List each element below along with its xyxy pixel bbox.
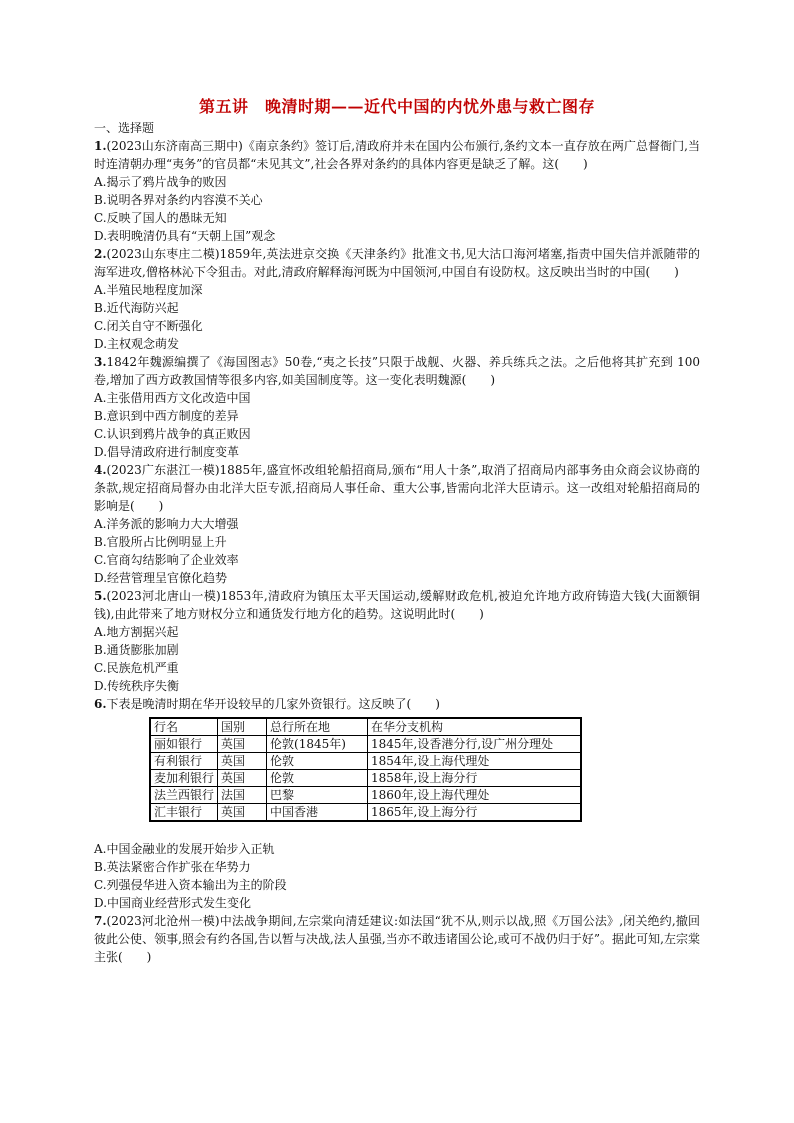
table-header-cell: 行名 xyxy=(150,718,218,736)
question-7: 7.(2023河北沧州一模)中法战争期间,左宗棠向清廷建议:如法国“犹不从,则示以战,照《万国公法》,闭关绝约,撤回彼此公使、领事,照会有约各国,告以暂与决战,法人虽强,当亦不敢违诸国公论,或可不战仍归于好”。据此可知,左宗棠主张( ) xyxy=(94,914,700,964)
table-cell: 麦加利银行 xyxy=(150,770,218,787)
option: B.意识到中西方制度的差异 xyxy=(94,409,239,423)
option: D.中国商业经营形式发生变化 xyxy=(94,896,252,910)
table-cell: 伦敦 xyxy=(267,770,368,787)
option: D.表明晚清仍具有“天朝上国”观念 xyxy=(94,229,276,243)
option: C.闭关自守不断强化 xyxy=(94,319,203,333)
table-cell: 中国香港 xyxy=(267,804,368,822)
question-1: 1.(2023山东济南高三期中)《南京条约》签订后,清政府并未在国内公布颁行,条约文本一直存放在两广总督衙门,当时连清朝办理“夷务”的官员都“未见其文”,社会各界对条约的具体内容更是缺乏了解。这( ) xyxy=(94,139,700,171)
option: C.反映了国人的愚昧无知 xyxy=(94,211,227,225)
option: A.中国金融业的发展开始步入正轨 xyxy=(94,842,275,856)
table-cell: 法国 xyxy=(218,787,267,804)
table-row xyxy=(150,770,581,787)
option: C.列强侵华进入资本输出为主的阶段 xyxy=(94,878,287,892)
option: A.洋务派的影响力大大增强 xyxy=(94,517,239,531)
option: B.英法紧密合作扩张在华势力 xyxy=(94,860,251,874)
table-cell: 汇丰银行 xyxy=(150,804,218,822)
foreign-banks-table xyxy=(149,717,582,822)
table-cell: 巴黎 xyxy=(267,787,368,804)
table-cell: 1858年,设上海分行 xyxy=(368,770,582,787)
option: D.主权观念萌发 xyxy=(94,337,180,351)
option: A.半殖民地程度加深 xyxy=(94,283,203,297)
lesson-title: 第五讲 晚清时期——近代中国的内忧外患与救亡图存 xyxy=(198,97,595,116)
section-heading: 一、选择题 xyxy=(94,121,155,135)
question-5: 5.(2023河北唐山一模)1853年,清政府为镇压太平天国运动,缓解财政危机,被迫允许地方政府铸造大钱(大面额铜钱),由此带来了地方财权分立和通货发行地方化的趋势。这说明此时( ) xyxy=(94,589,700,621)
document-page xyxy=(94,97,700,966)
table-header-cell: 在华分支机构 xyxy=(368,718,582,736)
table-cell: 英国 xyxy=(218,753,267,770)
option: D.传统秩序失衡 xyxy=(94,679,180,693)
option: D.经营管理呈官僚化趋势 xyxy=(94,571,228,585)
table-cell: 1854年,设上海代理处 xyxy=(368,753,582,770)
option: B.近代海防兴起 xyxy=(94,301,179,315)
question-4: 4.(2023广东湛江一模)1885年,盛宣怀改组轮船招商局,颁布“用人十条”,取消了招商局内部事务由众商会议协商的条款,规定招商局督办由北洋大臣专派,招商局人事任命、重大公事,皆需向北洋大臣请示。这一改组对轮船招商局的影响是( ) xyxy=(94,463,700,513)
question-2: 2.(2023山东枣庄二模)1859年,英法进京交换《天津条约》批准文书,见大沽口海河堵塞,指责中国失信并派随带的海军进攻,僧格林沁下令狙击。对此,清政府解释海河既为中国领河,中国自有设防权。这反映出当时的中国( ) xyxy=(94,247,700,279)
option: A.揭示了鸦片战争的败因 xyxy=(94,175,227,189)
table-row xyxy=(150,753,581,770)
table-cell: 伦敦 xyxy=(267,753,368,770)
option: C.认识到鸦片战争的真正败因 xyxy=(94,427,251,441)
option: C.民族危机严重 xyxy=(94,661,179,675)
table-header-cell: 总行所在地 xyxy=(267,718,368,736)
table-cell: 法兰西银行 xyxy=(150,787,218,804)
table-row xyxy=(150,804,581,822)
table-header-cell: 国别 xyxy=(218,718,267,736)
table-cell: 1845年,设香港分行,设广州分理处 xyxy=(368,736,582,753)
question-6: 6.下表是晚清时期在华开设较早的几家外资银行。这反映了( ) xyxy=(94,697,440,711)
table-row xyxy=(150,736,581,753)
option: C.官商勾结影响了企业效率 xyxy=(94,553,239,567)
table-cell: 1860年,设上海代理处 xyxy=(368,787,582,804)
table-cell: 1865年,设上海分行 xyxy=(368,804,582,822)
table-header-row xyxy=(150,718,581,736)
table-cell: 丽如银行 xyxy=(150,736,218,753)
option: B.通货膨胀加剧 xyxy=(94,643,179,657)
option: B.说明各界对条约内容漠不关心 xyxy=(94,193,263,207)
option: D.倡导清政府进行制度变革 xyxy=(94,445,240,459)
table-cell: 伦敦(1845年) xyxy=(267,736,368,753)
table-cell: 英国 xyxy=(218,736,267,753)
option: B.官股所占比例明显上升 xyxy=(94,535,227,549)
table-cell: 英国 xyxy=(218,804,267,822)
question-3: 3.1842年魏源编撰了《海国图志》50卷,“夷之长技”只限于战舰、火器、养兵练兵之法。之后他将其扩充到 100卷,增加了西方政教国情等很多内容,如美国制度等。这一变化表明魏源( ) xyxy=(94,355,700,387)
table-cell: 英国 xyxy=(218,770,267,787)
table-cell: 有利银行 xyxy=(150,753,218,770)
table-row xyxy=(150,787,581,804)
option: A.主张借用西方文化改造中国 xyxy=(94,391,251,405)
option: A.地方割据兴起 xyxy=(94,625,179,639)
